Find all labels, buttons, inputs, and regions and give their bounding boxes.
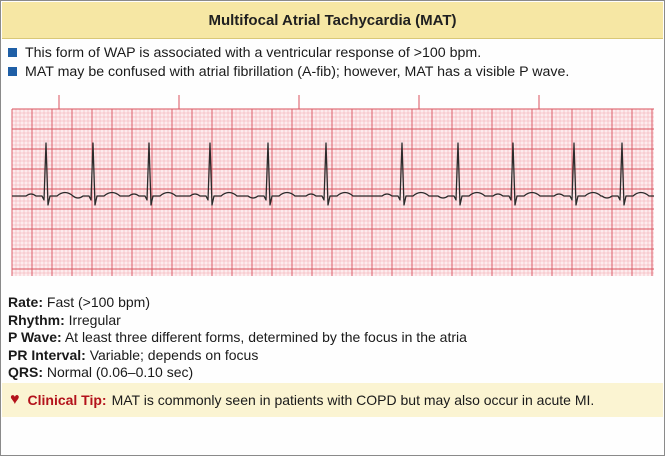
criteria-label: P Wave: [8, 329, 62, 345]
bullet-list [8, 43, 658, 81]
card-title [2, 2, 663, 39]
criteria-value: Irregular [68, 311, 121, 328]
criteria-label: Rate: [8, 294, 44, 310]
bullet-item [8, 43, 658, 62]
bullet-text: MAT may be confused with atrial fibrillation (A-fib); however, MAT has a visible P wave. [25, 63, 570, 80]
tip-text: MAT is commonly seen in patients with COPD but may also occur in acute MI. [111, 392, 595, 408]
bullet-text: This form of WAP is associated with a ventricular response of >100 bpm. [25, 44, 482, 61]
criteria-p-wave [8, 329, 658, 347]
heart-icon: ♥ [10, 391, 20, 408]
criteria-label: QRS: [8, 364, 43, 380]
ecg-time-markers [59, 95, 539, 109]
criteria-value: Fast (>100 bpm) [46, 294, 151, 310]
square-bullet-icon [8, 48, 17, 57]
criteria-rate [8, 294, 658, 312]
bullet-item [8, 62, 658, 81]
criteria-pr-interval [8, 347, 658, 365]
criteria-value: At least three different forms, determined by the focus in the atria [64, 329, 467, 345]
ecg-paper [12, 109, 654, 276]
criteria-list [8, 294, 658, 382]
criteria-qrs [8, 364, 658, 382]
clinical-tip [2, 383, 663, 417]
ecg-strip-graphic [9, 95, 656, 283]
criteria-label: PR Interval: [8, 346, 86, 363]
tip-label: Clinical Tip: [27, 392, 107, 408]
ecg-strip [9, 95, 656, 283]
criteria-value: Normal (0.06–0.10 sec) [46, 364, 194, 380]
square-bullet-icon [8, 67, 17, 76]
title-text: Multifocal Atrial Tachycardia (MAT) [208, 11, 457, 29]
criteria-value: Variable; depends on focus [89, 346, 259, 363]
criteria-rhythm [8, 312, 658, 330]
criteria-label: Rhythm: [8, 311, 65, 328]
